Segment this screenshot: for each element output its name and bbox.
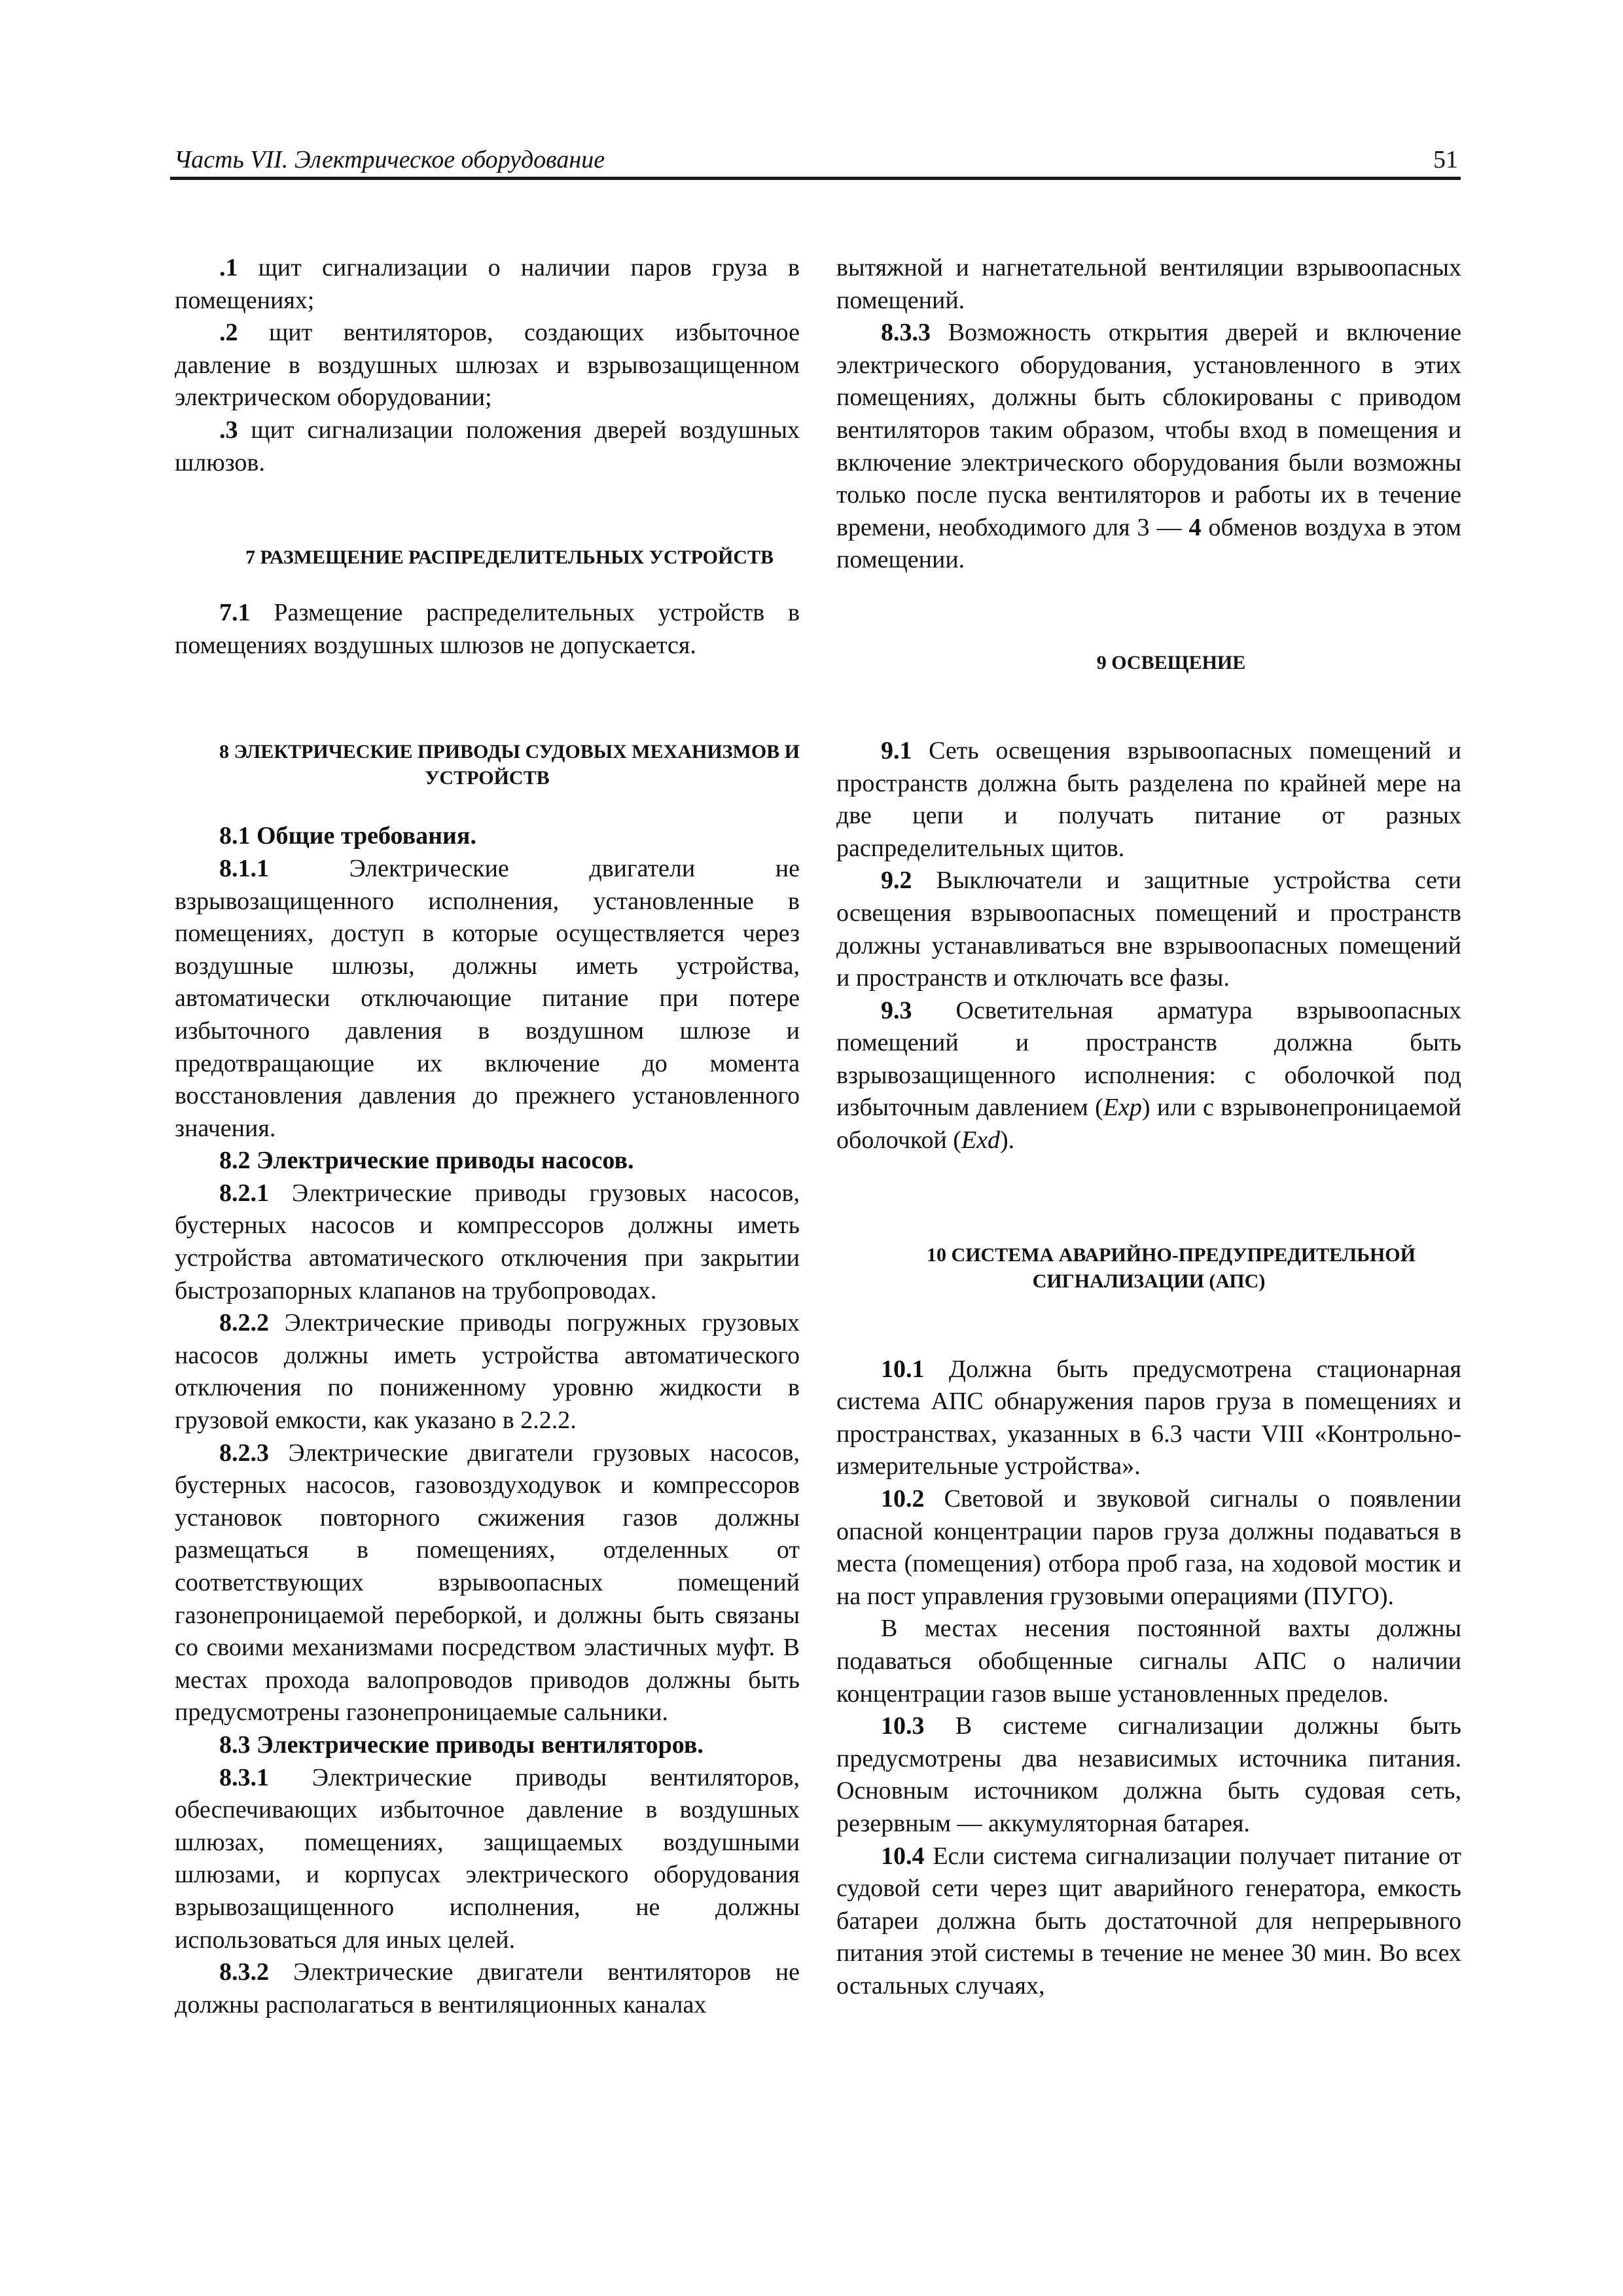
paragraph-7-1: 7.1 Размещение распределительных устройств в помещениях воздушных шлюзов не допускается.: [175, 599, 800, 659]
paragraph-8-3-2: 8.3.2 Электрические двигатели вентиляторов не должны располагаться в вентиляционных каналах: [175, 1958, 800, 2018]
paragraph-9-3: 9.3 Осветительная арматура взрывоопасных помещений и пространств должна быть взрывозащищенного исполнения: с оболочкой под избыточным давлением (Exp) или с взрывонепроницаемой оболочкой (Exd).: [836, 996, 1462, 1155]
paragraph-continuation: вытяжной и нагнетательной вентиляции взрывоопасных помещений.: [836, 254, 1461, 314]
list-item: .3 щит сигнализации положения дверей воздушных шлюзов.: [175, 416, 800, 476]
header-rule: [170, 177, 1461, 180]
page-header: [170, 145, 1461, 181]
section-heading-10: 10 СИСТЕМА АВАРИЙНО-ПРЕДУПРЕДИТЕЛЬНОЙ СИГНАЛИЗАЦИИ (АПС): [927, 1244, 1416, 1292]
section-heading-9: 9 ОСВЕЩЕНИЕ: [1096, 651, 1246, 673]
paragraph-10-4: 10.4 Если система сигнализации получает питание от судовой сети через щит аварийного генератора, емкость батареи должна быть достаточной для непрерывного питания этой системы в течение не менее 30 мин. Во всех остальных случаях,: [836, 1842, 1461, 2000]
paragraph-10-2: 10.2 Световой и звуковой сигналы о появлении опасной концентрации паров груза должны подаваться в места (помещения) отбора проб газа, на ходовой мостик и на пост управления грузовыми операциями (ПУГО).: [836, 1485, 1461, 1610]
paragraph-8-2-3: 8.2.3 Электрические двигатели грузовых насосов, бустерных насосов, газовоздуходувок и компрессоров установок повторного сжижения газов должны размещаться в помещениях, отделенных от соответствующих взрывоопасных помещений газонепроницаемой переборкой, и должны быть связаны со своими механизмами посредством эластичных муфт. В местах прохода валопроводов приводов должны быть предусмотрены газонепроницаемые сальники.: [175, 1439, 800, 1727]
paragraph-10-3: 10.3 В системе сигнализации должны быть предусмотрены два независимых источника питания. Основным источником должна быть судовая сеть, резервным — аккумуляторная батарея.: [836, 1712, 1461, 1837]
paragraph-8-1-1: 8.1.1 Электрические двигатели не взрывозащищенного исполнения, установленные в помещениях, доступ в которые осуществляется через воздушные шлюзы, должны иметь устройства, автоматически отключающие питание при потере избыточного давления в воздушном шлюзе и предотвращающие их включение до момента восстановления давления до прежнего установленного значения.: [175, 854, 800, 1142]
running-title: Часть VII. Электрическое оборудование: [174, 146, 605, 173]
left-column: [175, 252, 800, 2021]
paragraph-8-3-1: 8.3.1 Электрические приводы вентиляторов, обеспечивающих избыточное давление в воздушных шлюзах, помещениях, защищаемых воздушными шлюзами, и корпусах электрического оборудования взрывозащищенного исполнения, не должны использоваться для иных целей.: [175, 1763, 800, 1954]
subsection-heading-8-3: 8.3 Электрические приводы вентиляторов.: [219, 1731, 704, 1759]
subsection-heading-8-2: 8.2 Электрические приводы насосов.: [219, 1147, 634, 1175]
paragraph-8-2-2: 8.2.2 Электрические приводы погружных грузовых насосов должны иметь устройства автоматического отключения по пониженному уровню жидкости в грузовой емкости, как указано в 2.2.2.: [175, 1309, 800, 1435]
right-column: [836, 252, 1461, 2003]
paragraph-9-1: 9.1 Сеть освещения взрывоопасных помещений и пространств должна быть разделена по крайней мере на две цепи и получать питание от разных распределительных щитов.: [836, 736, 1461, 862]
paragraph-8-2-1: 8.2.1 Электрические приводы грузовых насосов, бустерных насосов и компрессоров должны иметь устройства автоматического отключения при закрытии быстрозапорных клапанов на трубопроводах.: [175, 1179, 800, 1304]
page-number: 51: [1433, 146, 1458, 173]
section-heading-8: 8 ЭЛЕКТРИЧЕСКИЕ ПРИВОДЫ СУДОВЫХ МЕХАНИЗМОВ И УСТРОЙСТВ: [219, 741, 800, 789]
section-heading-7: 7 РАЗМЕЩЕНИЕ РАСПРЕДЕЛИТЕЛЬНЫХ УСТРОЙСТВ: [245, 547, 774, 569]
list-item: .1 щит сигнализации о наличии паров груза в помещениях;: [175, 254, 800, 314]
subsection-heading-8-1: 8.1 Общие требования.: [219, 822, 476, 850]
paragraph-9-2: 9.2 Выключатели и защитные устройства сети освещения взрывоопасных помещений и пространств должны устанавливаться вне взрывоопасных помещений и пространств и отключать все фазы.: [836, 867, 1461, 992]
paragraph-8-3-3: 8.3.3 Возможность открытия дверей и включение электрического оборудования, установленного в этих помещениях, должны быть сблокированы с приводом вентиляторов таким образом, чтобы вход в помещения и включение электрического оборудования были возможны только после пуска вентиляторов и работы их в течение времени, необходимого для 3 — 4 обменов воздуха в этом помещении.: [836, 319, 1462, 574]
paragraph-10-1: 10.1 Должна быть предусмотрена стационарная система АПС обнаружения паров груза в помещениях и пространствах, указанных в 6.3 части VIII «Контрольно-измерительные устройства».: [836, 1355, 1461, 1480]
paragraph-10-2b: В местах несения постоянной вахты должны подаваться обобщенные сигналы АПС о наличии концентрации газов выше установленных пределов.: [836, 1615, 1461, 1708]
list-item: .2 щит вентиляторов, создающих избыточное давление в воздушных шлюзах и взрывозащищенном электрическом оборудовании;: [175, 319, 800, 412]
